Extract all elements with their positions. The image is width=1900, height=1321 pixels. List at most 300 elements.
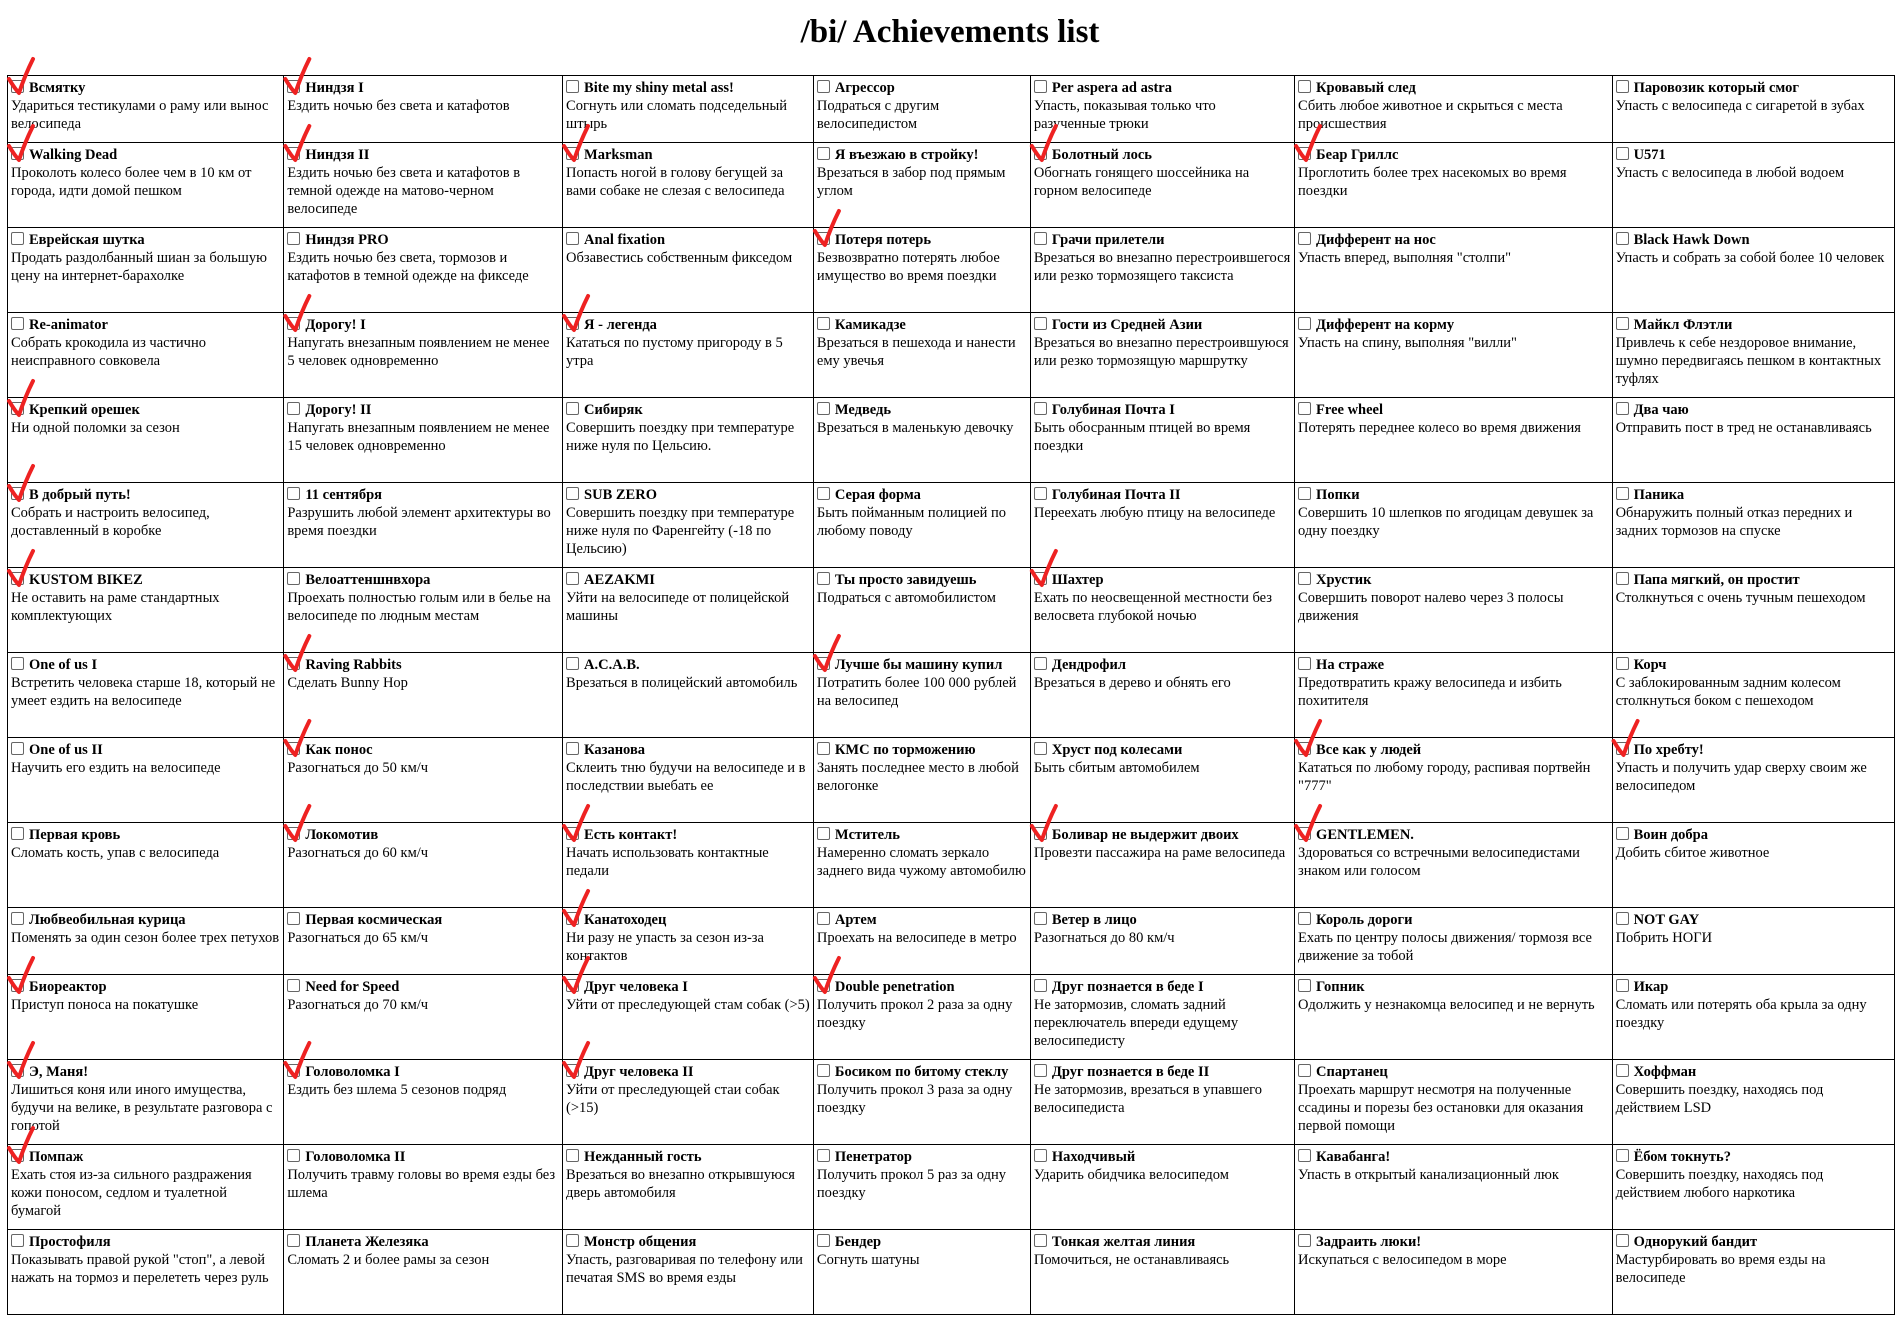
achievement-checkbox[interactable]: [1298, 1149, 1311, 1162]
achievement-title: KUSTOM BIKEZ: [29, 572, 143, 588]
achievement-cell: [284, 1145, 563, 1230]
achievement-checkbox[interactable]: [1616, 80, 1629, 93]
achievement-description: Упасть в открытый канализационный люк: [1298, 1167, 1559, 1183]
achievement-checkbox[interactable]: [1616, 1149, 1629, 1162]
achievement-title: Всмятку: [29, 80, 86, 96]
achievement-cell: [1612, 1145, 1894, 1230]
achievement-description: Склеить тню будучи на велосипеде и в последствии выебать ее: [566, 760, 806, 794]
achievement-description: Лишиться коня или иного имущества, будучи на велике, в результате разговора с гопотой: [11, 1082, 273, 1134]
achievement-description: Совершить 10 шлепков по ягодицам девушек за одну поездку: [1298, 505, 1594, 539]
achievement-checkbox[interactable]: [11, 402, 24, 415]
achievement-description: Получить прокол 3 раза за одну поездку: [816, 1082, 1013, 1116]
achievement-description: Занять последнее место в любой велогонке: [816, 760, 1019, 794]
achievement-description: Разогнаться до 80 км/ч: [1033, 930, 1175, 946]
achievement-title: U571: [1633, 147, 1666, 163]
achievement-description: Быть сбитым автомобилем: [1033, 760, 1200, 776]
achievement-cell: [284, 228, 563, 313]
achievement-cell: [1030, 483, 1294, 568]
achievement-cell: [563, 398, 814, 483]
achievement-description: Быть пойманным полицией по любому поводу: [816, 505, 1007, 539]
achievement-title: Дендрофил: [1051, 657, 1126, 673]
achievement-checkbox[interactable]: [287, 232, 300, 245]
achievement-checkbox[interactable]: [566, 402, 579, 415]
achievement-title: Помпаж: [29, 1149, 84, 1165]
achievement-cell: [563, 975, 814, 1060]
achievement-title: Грачи прилетели: [1051, 232, 1165, 248]
achievement-title: Per aspera ad astra: [1051, 80, 1172, 96]
achievement-description: Врезаться в маленькую девочку: [816, 420, 1014, 436]
achievement-title: Крепкий орешек: [29, 402, 140, 418]
achievement-cell: [1030, 76, 1294, 143]
achievement-title: Walking Dead: [29, 147, 118, 163]
achievement-cell: [284, 1060, 563, 1145]
achievement-cell: [1612, 1060, 1894, 1145]
achievement-checkbox[interactable]: [287, 827, 300, 840]
achievement-checkbox[interactable]: [1616, 232, 1629, 245]
achievement-checkbox[interactable]: [566, 232, 579, 245]
achievement-checkbox[interactable]: [1034, 232, 1047, 245]
achievement-description: Не затормозив, врезаться в упавшего велосипедиста: [1033, 1082, 1262, 1116]
achievement-title: Биореактор: [29, 979, 107, 995]
achievement-checkbox[interactable]: [1034, 402, 1047, 415]
achievement-cell: [8, 653, 284, 738]
achievement-title: Попки: [1316, 487, 1360, 503]
achievement-description: Уйти от преследующей стам собак (>5): [566, 997, 810, 1013]
achievement-title: Камикадзе: [834, 317, 906, 333]
achievement-checkbox[interactable]: [1298, 317, 1311, 330]
achievement-cell: [1612, 738, 1894, 823]
achievement-cell: [284, 568, 563, 653]
achievement-checkbox[interactable]: [287, 979, 300, 992]
achievement-title: Хруст под колесами: [1051, 742, 1183, 758]
achievement-cell: [563, 908, 814, 975]
achievement-checkbox[interactable]: [817, 979, 830, 992]
achievement-cell: [8, 908, 284, 975]
achievement-description: Столкнуться с очень тучным пешеходом: [1615, 590, 1866, 606]
achievement-cell: [1612, 823, 1894, 908]
achievement-checkbox[interactable]: [1034, 1234, 1047, 1247]
achievement-description: Безвозвратно потерять любое имущество во время поездки: [816, 250, 1000, 284]
achievement-description: Проехать на велосипеде в метро: [816, 930, 1017, 946]
achievement-checkbox[interactable]: [817, 1234, 830, 1247]
achievement-checkbox[interactable]: [1034, 317, 1047, 330]
achievement-checkbox[interactable]: [1034, 572, 1047, 585]
achievement-description: Сломать кость, упав с велосипеда: [11, 845, 220, 861]
achievement-title: Black Hawk Down: [1633, 232, 1750, 248]
achievement-cell: [284, 653, 563, 738]
achievement-checkbox[interactable]: [817, 147, 830, 160]
achievement-cell: [1612, 908, 1894, 975]
achievement-checkbox[interactable]: [287, 80, 300, 93]
achievement-checkbox[interactable]: [1616, 1064, 1629, 1077]
achievement-row: [8, 1145, 1895, 1230]
achievement-checkbox[interactable]: [817, 232, 830, 245]
achievement-checkbox[interactable]: [817, 1064, 830, 1077]
achievement-checkbox[interactable]: [11, 1234, 24, 1247]
achievement-cell: [813, 908, 1030, 975]
achievement-title: На страже: [1316, 657, 1385, 673]
achievement-description: Разогнаться до 70 км/ч: [287, 997, 429, 1013]
achievement-title: Нежданный гость: [584, 1149, 702, 1165]
achievement-cell: [563, 313, 814, 398]
achievement-title: Double penetration: [834, 979, 955, 995]
achievement-cell: [1295, 823, 1613, 908]
achievement-checkbox[interactable]: [817, 572, 830, 585]
achievement-checkbox[interactable]: [1298, 80, 1311, 93]
achievement-cell: [8, 483, 284, 568]
achievement-checkbox[interactable]: [11, 572, 24, 585]
achievement-cell: [8, 313, 284, 398]
achievement-title: Корч: [1633, 657, 1667, 673]
achievement-checkbox[interactable]: [11, 80, 24, 93]
achievement-title: Есть контакт!: [584, 827, 678, 843]
achievement-checkbox[interactable]: [11, 742, 24, 755]
achievements-table: [7, 75, 1895, 1315]
achievement-checkbox[interactable]: [1298, 232, 1311, 245]
achievement-cell: [1030, 313, 1294, 398]
achievement-cell: [1612, 975, 1894, 1060]
achievement-checkbox[interactable]: [566, 487, 579, 500]
achievement-description: Упасть и получить удар сверху своим же велосипедом: [1615, 760, 1867, 794]
achievement-description: Начать использовать контактные педали: [566, 845, 769, 879]
achievement-description: Разогнаться до 50 км/ч: [287, 760, 429, 776]
page-title: /bi/ Achievements list: [800, 14, 1100, 50]
achievement-description: Одолжить у незнакомца велосипед и не вернуть: [1298, 997, 1595, 1013]
achievement-title: КМС по торможению: [834, 742, 976, 758]
achievement-title: Друг познается в беде I: [1051, 979, 1204, 995]
achievement-checkbox[interactable]: [287, 402, 300, 415]
achievement-description: Поменять за один сезон более трех петухов: [11, 930, 280, 946]
achievement-cell: [563, 228, 814, 313]
achievement-row: [8, 143, 1895, 228]
achievement-checkbox[interactable]: [817, 80, 830, 93]
achievement-title: Дифферент на корму: [1316, 317, 1455, 333]
achievement-checkbox[interactable]: [1298, 487, 1311, 500]
achievement-cell: [8, 568, 284, 653]
achievement-checkbox[interactable]: [817, 317, 830, 330]
achievement-checkbox[interactable]: [1616, 912, 1629, 925]
achievement-cell: [284, 313, 563, 398]
achievement-checkbox[interactable]: [1298, 572, 1311, 585]
achievement-checkbox[interactable]: [1616, 402, 1629, 415]
achievement-title: Находчивый: [1051, 1149, 1136, 1165]
achievement-description: Разрушить любой элемент архитектуры во время поездки: [287, 505, 551, 539]
achievement-description: Добить сбитое животное: [1615, 845, 1770, 861]
achievement-checkbox[interactable]: [1298, 657, 1311, 670]
achievement-title: Я въезжаю в стройку!: [834, 147, 979, 163]
achievement-checkbox[interactable]: [566, 80, 579, 93]
achievement-checkbox[interactable]: [287, 1149, 300, 1162]
achievement-cell: [813, 76, 1030, 143]
achievement-description: Провезти пассажира на раме велосипеда: [1033, 845, 1286, 861]
achievement-description: Потерять переднее колесо во время движения: [1298, 420, 1581, 436]
achievement-checkbox[interactable]: [566, 912, 579, 925]
achievement-checkbox[interactable]: [1034, 1149, 1047, 1162]
achievement-checkbox[interactable]: [1616, 979, 1629, 992]
achievement-cell: [563, 483, 814, 568]
achievement-checkbox[interactable]: [287, 742, 300, 755]
achievement-description: Ударить обидчика велосипедом: [1033, 1167, 1229, 1183]
achievement-title: Монстр общения: [584, 1234, 697, 1250]
achievement-checkbox[interactable]: [817, 742, 830, 755]
achievement-checkbox[interactable]: [566, 1064, 579, 1077]
achievement-title: Ниндзя I: [305, 80, 364, 96]
achievement-cell: [1295, 1060, 1613, 1145]
achievement-title: Первая кровь: [29, 827, 121, 843]
achievement-description: Побрить НОГИ: [1615, 930, 1713, 946]
achievement-title: Артем: [834, 912, 877, 928]
achievement-title: Майкл Флэтли: [1633, 317, 1733, 333]
achievement-checkbox[interactable]: [1616, 1234, 1629, 1247]
achievement-description: Обогнать гонящего шоссейника на горном велосипеде: [1033, 165, 1250, 199]
achievement-title: Болотный лось: [1051, 147, 1152, 163]
achievement-checkbox[interactable]: [11, 979, 24, 992]
achievement-checkbox[interactable]: [11, 487, 24, 500]
achievement-title: Любвеобильная курица: [29, 912, 186, 928]
achievement-checkbox[interactable]: [1034, 827, 1047, 840]
achievement-cell: [563, 653, 814, 738]
achievement-checkbox[interactable]: [1616, 147, 1629, 160]
achievement-cell: [8, 738, 284, 823]
achievement-description: Кататься по любому городу, распивая портвейн "777": [1298, 760, 1591, 794]
achievement-title: 11 сентября: [305, 487, 382, 503]
achievement-title: Need for Speed: [305, 979, 400, 995]
achievement-cell: [1030, 975, 1294, 1060]
achievement-title: Медведь: [834, 402, 892, 418]
achievement-checkbox[interactable]: [566, 1234, 579, 1247]
achievement-checkbox[interactable]: [566, 1149, 579, 1162]
achievement-checkbox[interactable]: [1298, 742, 1311, 755]
achievement-checkbox[interactable]: [1034, 80, 1047, 93]
achievement-description: Врезаться в дерево и обнять его: [1033, 675, 1231, 691]
achievement-cell: [1030, 228, 1294, 313]
achievement-checkbox[interactable]: [11, 232, 24, 245]
achievement-description: Совершить поездку при температуре ниже нуля по Цельсию.: [566, 420, 795, 454]
achievement-checkbox[interactable]: [1298, 912, 1311, 925]
achievement-checkbox[interactable]: [1034, 742, 1047, 755]
achievement-checkbox[interactable]: [11, 1149, 24, 1162]
achievement-title: GENTLEMEN.: [1316, 827, 1414, 843]
achievement-checkbox[interactable]: [1034, 979, 1047, 992]
achievement-description: Ездить ночью без света и катафотов: [287, 98, 510, 114]
achievement-checkbox[interactable]: [1616, 572, 1629, 585]
achievement-cell: [1030, 1060, 1294, 1145]
achievement-description: Не оставить на раме стандартных комплектующих: [11, 590, 220, 624]
achievement-description: Ехать по центру полосы движения/ тормозя все движение за тобой: [1298, 930, 1592, 964]
achievement-description: Напугать внезапным появлением не менее 15 человек одновременно: [287, 420, 550, 454]
achievement-checkbox[interactable]: [287, 147, 300, 160]
achievement-description: Собрать и настроить велосипед, доставленный в коробке: [11, 505, 210, 539]
achievement-checkbox[interactable]: [287, 1234, 300, 1247]
achievement-description: Получить прокол 5 раз за одну поездку: [816, 1167, 1006, 1201]
achievement-cell: [1030, 908, 1294, 975]
achievement-cell: [813, 313, 1030, 398]
achievement-title: Два чаю: [1633, 402, 1689, 418]
achievement-checkbox[interactable]: [817, 402, 830, 415]
achievement-checkbox[interactable]: [1616, 487, 1629, 500]
achievement-checkbox[interactable]: [566, 657, 579, 670]
achievement-description: Совершить поездку при температуре ниже нуля по Фаренгейту (-18 по Цельсию): [566, 505, 795, 557]
achievement-title: Все как у людей: [1316, 742, 1422, 758]
achievement-checkbox[interactable]: [817, 487, 830, 500]
achievement-cell: [563, 76, 814, 143]
achievement-description: Сделать Bunny Hop: [287, 675, 408, 691]
achievement-checkbox[interactable]: [1298, 402, 1311, 415]
achievement-description: Врезаться во внезапно перестроившуюся или резко тормозящую маршрутку: [1033, 335, 1289, 369]
achievement-cell: [8, 975, 284, 1060]
achievement-cell: [1030, 398, 1294, 483]
achievement-description: Не затормозив, сломать задний переключатель впереди едущему велосипедисту: [1033, 997, 1239, 1049]
achievement-description: Кататься по пустому пригороду в 5 утра: [566, 335, 783, 369]
achievement-title: Канатоходец: [584, 912, 667, 928]
achievement-description: Отправить пост в тред не останавливаясь: [1615, 420, 1872, 436]
achievement-cell: [563, 143, 814, 228]
achievement-checkbox[interactable]: [817, 827, 830, 840]
achievement-cell: [8, 1060, 284, 1145]
achievement-cell: [284, 398, 563, 483]
achievement-cell: [8, 76, 284, 143]
achievement-title: Ты просто завидуешь: [834, 572, 977, 588]
achievement-checkbox[interactable]: [1616, 657, 1629, 670]
achievement-checkbox[interactable]: [566, 147, 579, 160]
achievement-title: Паника: [1633, 487, 1685, 503]
achievement-description: Предотвратить кражу велосипеда и избить похитителя: [1298, 675, 1562, 709]
achievement-cell: [563, 1060, 814, 1145]
achievement-description: Совершить поездку, находясь под действием LSD: [1615, 1082, 1824, 1116]
achievement-title: Мститель: [834, 827, 900, 843]
achievement-cell: [1295, 908, 1613, 975]
achievement-description: Напугать внезапным появлением не менее 5 человек одновременно: [287, 335, 550, 369]
achievement-cell: [563, 738, 814, 823]
achievement-description: Упасть, разговаривая по телефону или печатая SMS во время езды: [566, 1252, 803, 1286]
achievement-title: Ёбом токнуть?: [1633, 1149, 1731, 1165]
achievement-row: [8, 975, 1895, 1060]
achievement-description: Быть обосранным птицей во время поездки: [1033, 420, 1251, 454]
achievement-checkbox[interactable]: [1034, 657, 1047, 670]
achievement-cell: [1612, 398, 1894, 483]
achievement-checkbox[interactable]: [287, 572, 300, 585]
achievement-cell: [1295, 76, 1613, 143]
achievement-cell: [284, 738, 563, 823]
achievement-checkbox[interactable]: [287, 912, 300, 925]
achievement-checkbox[interactable]: [1034, 912, 1047, 925]
achievement-cell: [813, 483, 1030, 568]
achievement-description: Врезаться в полицейский автомобиль: [566, 675, 798, 691]
achievement-title: Как понос: [305, 742, 373, 758]
achievement-checkbox[interactable]: [287, 487, 300, 500]
achievement-title: Казанова: [584, 742, 646, 758]
achievement-checkbox[interactable]: [1298, 1064, 1311, 1077]
achievement-cell: [1295, 143, 1613, 228]
achievement-description: Согнуть или сломать подседельный штырь: [566, 98, 787, 132]
achievement-title: One of us I: [29, 657, 98, 673]
achievement-description: Сбить любое животное и скрыться с места происшествия: [1298, 98, 1563, 132]
achievement-cell: [284, 76, 563, 143]
achievement-checkbox[interactable]: [817, 1149, 830, 1162]
achievement-title: Агрессор: [834, 80, 895, 96]
achievement-description: Упасть с велосипеда в любой водоем: [1615, 165, 1845, 181]
achievement-cell: [8, 823, 284, 908]
achievement-cell: [1295, 975, 1613, 1060]
achievement-checkbox[interactable]: [566, 979, 579, 992]
achievement-description: Сломать или потерять оба крыла за одну поездку: [1615, 997, 1867, 1031]
achievement-description: Приступ поноса на покатушке: [11, 997, 199, 1013]
achievement-checkbox[interactable]: [1616, 317, 1629, 330]
achievement-checkbox[interactable]: [1298, 827, 1311, 840]
achievement-checkbox[interactable]: [287, 1064, 300, 1077]
achievement-checkbox[interactable]: [817, 657, 830, 670]
achievement-checkbox[interactable]: [566, 317, 579, 330]
achievement-title: Лучше бы машину купил: [834, 657, 1003, 673]
achievement-cell: [813, 1230, 1030, 1315]
achievement-description: Подраться с другим велосипедистом: [816, 98, 940, 132]
achievement-checkbox[interactable]: [1034, 1064, 1047, 1077]
achievement-cell: [1295, 398, 1613, 483]
achievement-cell: [1030, 653, 1294, 738]
achievement-title: Free wheel: [1316, 402, 1384, 418]
achievement-title: Ниндзя PRO: [305, 232, 389, 248]
achievement-cell: [1030, 823, 1294, 908]
achievement-checkbox[interactable]: [11, 912, 24, 925]
achievement-checkbox[interactable]: [287, 317, 300, 330]
achievement-checkbox[interactable]: [1616, 742, 1629, 755]
achievement-title: Bite my shiny metal ass!: [584, 80, 734, 96]
achievement-description: С заблокированным задним колесом столкнуться боком с пешеходом: [1615, 675, 1841, 709]
achievement-checkbox[interactable]: [11, 657, 24, 670]
achievement-row: [8, 823, 1895, 908]
achievement-checkbox[interactable]: [1616, 827, 1629, 840]
achievement-checkbox[interactable]: [566, 827, 579, 840]
achievement-checkbox[interactable]: [11, 147, 24, 160]
achievement-checkbox[interactable]: [1034, 487, 1047, 500]
achievement-checkbox[interactable]: [11, 1064, 24, 1077]
achievement-description: Врезаться во внезапно перестроившегося или резко тормозящего таксиста: [1033, 250, 1291, 284]
achievement-checkbox[interactable]: [1034, 147, 1047, 160]
achievement-description: Попасть ногой в голову бегущей за вами собаке не слезая с велосипеда: [566, 165, 785, 199]
achievement-cell: [1612, 568, 1894, 653]
achievement-title: Ниндзя II: [305, 147, 370, 163]
achievement-row: [8, 653, 1895, 738]
achievement-checkbox[interactable]: [1298, 979, 1311, 992]
achievement-description: Упасть, показывая только что разученные трюки: [1033, 98, 1216, 132]
achievement-cell: [1295, 483, 1613, 568]
achievement-cell: [8, 398, 284, 483]
achievement-description: Привлечь к себе нездоровое внимание, шумно передвигаясь пешком в контактных туфлях: [1615, 335, 1882, 387]
achievement-title: Голубиная Почта II: [1051, 487, 1181, 503]
achievement-cell: [813, 653, 1030, 738]
achievement-description: Проехать полностью голым или в белье на велосипеде по людным местам: [287, 590, 551, 624]
achievement-cell: [1612, 228, 1894, 313]
achievement-checkbox[interactable]: [11, 317, 24, 330]
achievement-title: Пенетратор: [834, 1149, 912, 1165]
achievement-checkbox[interactable]: [566, 742, 579, 755]
achievement-title: Хоффман: [1633, 1064, 1697, 1080]
achievement-checkbox[interactable]: [287, 657, 300, 670]
achievement-checkbox[interactable]: [1298, 147, 1311, 160]
achievement-description: Удариться тестикулами о раму или вынос велосипеда: [11, 98, 269, 132]
achievement-description: Согнуть шатуны: [816, 1252, 920, 1268]
achievement-title: Беар Гриллс: [1316, 147, 1399, 163]
achievement-checkbox[interactable]: [817, 912, 830, 925]
achievement-cell: [1295, 568, 1613, 653]
achievement-checkbox[interactable]: [11, 827, 24, 840]
achievement-checkbox[interactable]: [566, 572, 579, 585]
achievement-title: A.C.A.B.: [584, 657, 640, 673]
achievement-checkbox[interactable]: [1298, 1234, 1311, 1247]
achievement-title: Anal fixation: [584, 232, 666, 248]
achievement-title: Паровозик который смог: [1633, 80, 1799, 96]
achievement-title: Однорукий бандит: [1633, 1234, 1758, 1250]
